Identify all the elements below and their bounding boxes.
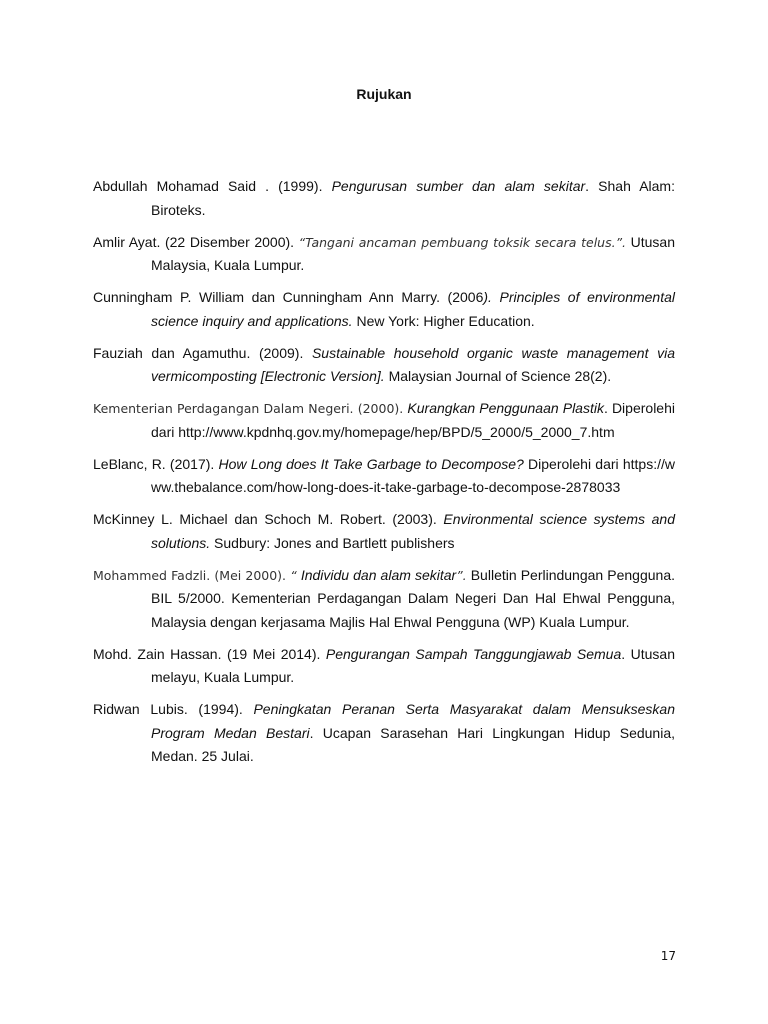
reference-item: Abdullah Mohamad Said . (1999). Pengurusan sumber dan alam sekitar. Shah Alam: Biroteks. xyxy=(93,178,675,218)
reference-item: Kementerian Perdagangan Dalam Negeri. (2000). Kurangkan Penggunaan Plastik. Diperolehi dari http://www.kpdnhq.gov.my/homepage/hep/BPD/5_2000/5_2000_7.htm xyxy=(93,400,675,440)
page-title: Rujukan xyxy=(356,86,412,102)
reference-item: Ridwan Lubis. (1994). Peningkatan Peranan Serta Masyarakat dalam Mensukseskan Program Medan Bestari. Ucapan Sarasehan Hari Lingkungan Hidup Sedunia, Medan. 25 Julai. xyxy=(93,701,675,764)
reference-item: Cunningham P. William dan Cunningham Ann Marry. (2006). Principles of environmental science inquiry and applications. New York: Higher Education. xyxy=(93,289,676,329)
reference-item: Mohd. Zain Hassan. (19 Mei 2014). Pengurangan Sampah Tanggungjawab Semua. Utusan melayu, Kuala Lumpur. xyxy=(93,645,675,685)
page-number: 17 xyxy=(660,949,676,963)
reference-url[interactable]: https://www.thebalance.com/how-long-does-it-take-garbage-to-decompose-2878033 xyxy=(151,455,675,495)
reference-item: LeBlanc, R. (2017). How Long does It Take Garbage to Decompose? Diperolehi dari https://www.thebalance.com/how-long-does-it-take-garbage-to-decompose-2878033 xyxy=(93,455,675,495)
reference-item: Mohammed Fadzli. (Mei 2000). “ Individu dan alam sekitar”. Bulletin Perlindungan Pengguna. BIL 5/2000. Kementerian Perdagangan Dalam Negeri Dan Hal Ehwal Pengguna, Malaysia dengan kerjasama Majlis Hal Ehwal Pengguna (WP) Kuala Lumpur. xyxy=(93,566,675,630)
reference-item: Fauziah dan Agamuthu. (2009). Sustainable household organic waste management via vermicomposting [Electronic Version]. Malaysian Journal of Science 28(2). xyxy=(93,344,675,384)
reference-item: McKinney L. Michael dan Schoch M. Robert. (2003). Environmental science systems and solutions. Sudbury: Jones and Bartlett publishers xyxy=(93,511,675,551)
reference-list xyxy=(93,175,675,777)
reference-url[interactable]: http://www.kpdnhq.gov.my/homepage/hep/BPD/5_2000/5_2000_7.htm xyxy=(178,423,615,440)
reference-item: Amlir Ayat. (22 Disember 2000). “Tangani ancaman pembuang toksik secara telus.”. Utusan Malaysia, Kuala Lumpur. xyxy=(93,233,676,273)
